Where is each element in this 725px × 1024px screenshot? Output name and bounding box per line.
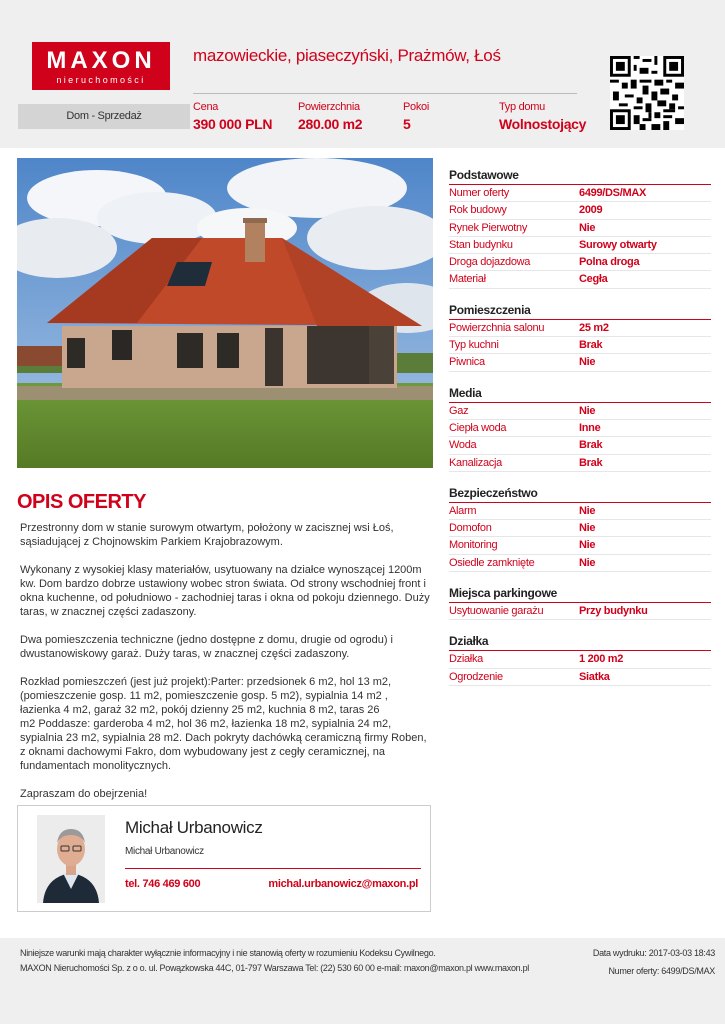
description-paragraph: Wykonany z wysokiej klasy materiałów, usytuowany na działce wynoszącej 1200m kw. Dom bardzo dobrze ustawiony wobec stron świata. Od strony wschodniej front i okna kuchenne, od południowo - zachodniej taras i okna od pokoju dziennego. Duży taras, w znacznej części zadaszony. <box>20 564 430 618</box>
field-rooms <box>403 101 429 132</box>
detail-key: Numer oferty <box>449 187 509 199</box>
agent-email-link[interactable]: michal.urbanowicz@maxon.pl <box>268 878 418 890</box>
field-price-value: 390 000 PLN <box>193 116 273 132</box>
field-rooms-label: Pokoi <box>403 101 430 113</box>
description-title: OPIS OFERTY <box>17 491 146 513</box>
detail-key: Woda <box>449 439 477 452</box>
detail-value: 1 200 m2 <box>579 653 624 666</box>
detail-value: Nie <box>579 539 596 552</box>
detail-row <box>449 237 711 254</box>
detail-key: Stan budynku <box>449 238 513 251</box>
detail-value: Cegła <box>579 273 608 286</box>
description-paragraph: Zapraszam do obejrzenia! <box>20 788 148 800</box>
detail-row <box>449 555 711 572</box>
detail-key: Ciepła woda <box>449 421 507 434</box>
detail-value: Surowy otwarty <box>579 238 657 251</box>
field-price <box>193 101 272 132</box>
detail-key: Rok budowy <box>449 204 507 217</box>
section-title-security: Bezpieczeństwo <box>449 482 711 503</box>
detail-key: Rynek Pierwotny <box>449 221 528 234</box>
detail-key: Usytuowanie garażu <box>449 605 544 618</box>
detail-value: Nie <box>579 522 596 535</box>
detail-value: 2009 <box>579 204 603 217</box>
section-title-basic: Podstawowe <box>449 164 711 185</box>
detail-key: Piwnica <box>449 356 485 369</box>
agent-phone-link[interactable]: tel. 746 469 600 <box>125 878 201 890</box>
detail-row <box>449 254 711 271</box>
page-footer <box>0 938 725 1024</box>
agent-name: Michał Urbanowicz <box>125 818 263 837</box>
detail-value: Siatka <box>579 670 610 683</box>
page-header <box>0 0 725 148</box>
detail-row <box>449 354 711 371</box>
description-paragraph: Przestronny dom w stanie surowym otwartym, położony w zacisznej wsi Łoś, sąsiadującej z Chojnowskim Parkiem Krajobrazowym. <box>20 522 394 548</box>
detail-row <box>449 403 711 420</box>
detail-value: Nie <box>579 221 596 234</box>
description-paragraph: Rozkład pomieszczeń (jest już projekt):Parter: przedsionek 6 m2, hol 13 m2, (pomieszczenie gosp. 11 m2, pomieszczenie gosp. 5 m2), sypialnia 14 m2 , łazienka 4 m2, garaż 32 m2, pokój dzienny 25 m2, kuchnia 8 m2, taras 26 m2 Poddasze: garderoba 4 m2, hol 36 m2, łazienka 18 m2, sypialnia 24 m2, sypialnia 23 m2, sypialnia 28 m2. Dach pokryty dachówką ceramiczną firmy Roben, z oknami dachowymi Fakro, dom wybudowany jest z cegły ceramicznej, na fundamentach monolitycznych. <box>20 676 427 772</box>
logo-brand: MAXON <box>46 47 156 74</box>
detail-row <box>449 503 711 520</box>
detail-value: Polna droga <box>579 256 640 269</box>
detail-row <box>449 455 711 472</box>
property-photo[interactable] <box>17 158 433 468</box>
detail-key: Droga dojazdowa <box>449 256 531 269</box>
section-title-plot: Działka <box>449 630 711 651</box>
section-title-parking: Miejsca parkingowe <box>449 582 711 603</box>
listing-type-badge: Dom - Sprzedaż <box>18 104 190 129</box>
detail-row <box>449 220 711 237</box>
detail-value: Przy budynku <box>579 605 648 618</box>
section-title-media: Media <box>449 382 711 403</box>
field-price-label: Cena <box>193 101 219 113</box>
detail-row <box>449 520 711 537</box>
detail-key: Osiedle zamknięte <box>449 556 535 569</box>
detail-value: Nie <box>579 556 596 569</box>
field-rooms-value: 5 <box>403 116 411 132</box>
detail-value: Brak <box>579 456 603 469</box>
field-area <box>298 101 362 132</box>
detail-key: Ogrodzenie <box>449 670 503 683</box>
detail-key: Domofon <box>449 522 492 535</box>
detail-row <box>449 537 711 554</box>
detail-value: Inne <box>579 421 601 434</box>
detail-value: Nie <box>579 504 596 517</box>
footer-disclaimer: Niniejsze warunki mają charakter wyłącznie informacyjny i nie stanowią oferty w rozumieniu Kodeksu Cywilnego. <box>20 948 436 958</box>
detail-row <box>449 669 711 686</box>
detail-value: Brak <box>579 439 603 452</box>
footer-issue-date: Data wydruku: 2017-03-03 18:43 <box>592 948 715 958</box>
agent-card <box>17 805 431 912</box>
field-area-label: Powierzchnia <box>298 101 360 113</box>
detail-key: Materiał <box>449 273 486 286</box>
detail-row <box>449 202 711 219</box>
detail-key: Powierzchnia salonu <box>449 321 545 334</box>
detail-value: 25 m2 <box>579 321 609 334</box>
agent-avatar <box>37 815 105 903</box>
detail-row <box>449 603 711 620</box>
qr-code-icon[interactable] <box>610 56 684 130</box>
field-house-type-value: Wolnostojący <box>499 116 587 132</box>
detail-row <box>449 651 711 668</box>
field-house-type <box>499 101 586 132</box>
detail-row <box>449 420 711 437</box>
detail-value: Nie <box>579 356 596 369</box>
logo-subtitle: nieruchomości <box>56 75 146 85</box>
header-divider <box>193 93 577 94</box>
detail-key: Alarm <box>449 504 477 517</box>
detail-row <box>449 271 711 288</box>
field-house-type-label: Typ domu <box>499 101 545 113</box>
agent-name-small: Michał Urbanowicz <box>125 846 204 857</box>
detail-value: Brak <box>579 339 603 352</box>
agent-divider <box>125 868 421 869</box>
detail-row <box>449 337 711 354</box>
detail-row <box>449 320 711 337</box>
detail-key: Monitoring <box>449 539 498 552</box>
section-title-rooms: Pomieszczenia <box>449 299 711 320</box>
detail-key: Typ kuchni <box>449 339 499 352</box>
description-body <box>20 521 430 815</box>
detail-row <box>449 185 711 202</box>
detail-key: Działka <box>449 653 483 666</box>
location-title: mazowieckie, piaseczyński, Prażmów, Łoś <box>193 46 501 65</box>
detail-row <box>449 437 711 454</box>
detail-value: 6499/DS/MAX <box>579 187 647 199</box>
footer-offer-number: Numer oferty: 6499/DS/MAX <box>608 966 715 976</box>
footer-company: MAXON Nieruchomości Sp. z o o. ul. Powązkowska 44C, 01-797 Warszawa Tel: (22) 530 60 00 e-mail: maxon@maxon.pl www.maxon.pl <box>20 963 529 973</box>
detail-value: Nie <box>579 404 596 417</box>
field-area-value: 280.00 m2 <box>298 116 363 132</box>
description-paragraph: Dwa pomieszczenia techniczne (jedno dostępne z domu, drugie od ogrodu) i dwustanowiskowy garaż. Duży taras, w znacznej części zadaszony. <box>20 634 393 660</box>
detail-key: Kanalizacja <box>449 456 502 469</box>
details-panel <box>449 164 711 686</box>
detail-key: Gaz <box>449 404 469 417</box>
maxon-logo[interactable] <box>32 42 170 90</box>
